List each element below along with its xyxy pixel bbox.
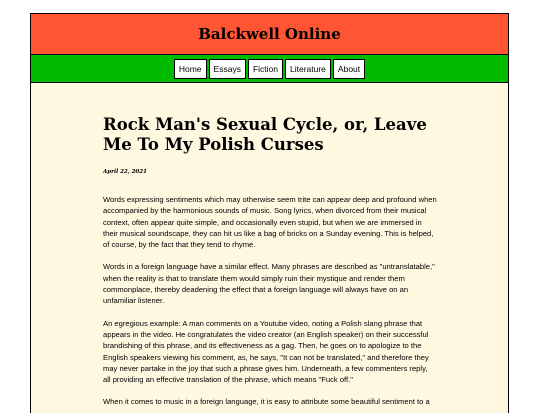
page-frame <box>30 13 509 413</box>
nav-about-button[interactable]: About <box>333 59 365 79</box>
nav-essays-button[interactable]: Essays <box>209 59 246 79</box>
article-date: April 22, 2021 <box>103 169 147 175</box>
article-paragraph: Words in a foreign language have a similar effect. Many phrases are described as "untranslatable," when the reality is that to translate them would simply ruin their mystique and render them commonplace, thereby deadening the effect that a foreign language will always have on an unfamiliar listener. <box>103 262 435 306</box>
nav-home-button[interactable]: Home <box>174 59 207 79</box>
article-paragraph: When it comes to music in a foreign language, it is easy to attribute some beautiful sentiment to a <box>103 397 430 407</box>
site-header <box>31 14 508 55</box>
nav-fiction-button[interactable]: Fiction <box>248 59 283 79</box>
article-paragraph: An egregious example: A man comments on a Youtube video, noting a Polish slang phrase that appears in the video. He congratulates the video creator (an English speaker) on their successful brandishing of this phrase, and its effectiveness as a gag. Then, he goes on to apologize to the English speakers viewing his comment, as, he says, "It can not be translated," and therefore they may never partake in the joy that such a phrase gives him. Underneath, a few commenters reply, all providing an effective translation of the phrase, which means "Fuck off." <box>103 318 429 385</box>
article-content <box>31 83 508 413</box>
nav-literature-button[interactable]: Literature <box>285 59 331 79</box>
article-paragraph: Words expressing sentiments which may otherwise seem trite can appear deep and profound when accompanied by the harmonious sounds of music. Song lyrics, when divorced from their musical context, often appear quite simple, and occasionally even stupid, but when we are immersed in their musical soundscape, they can hit us like a bag of bricks on a Sunday evening. This is helped, of course, by the fact that they tend to rhyme. <box>103 195 437 250</box>
article-title: Rock Man's Sexual Cycle, or, Leave Me To My Polish Curses <box>103 115 427 154</box>
main-nav <box>31 55 508 83</box>
site-title[interactable]: Balckwell Online <box>198 25 341 43</box>
